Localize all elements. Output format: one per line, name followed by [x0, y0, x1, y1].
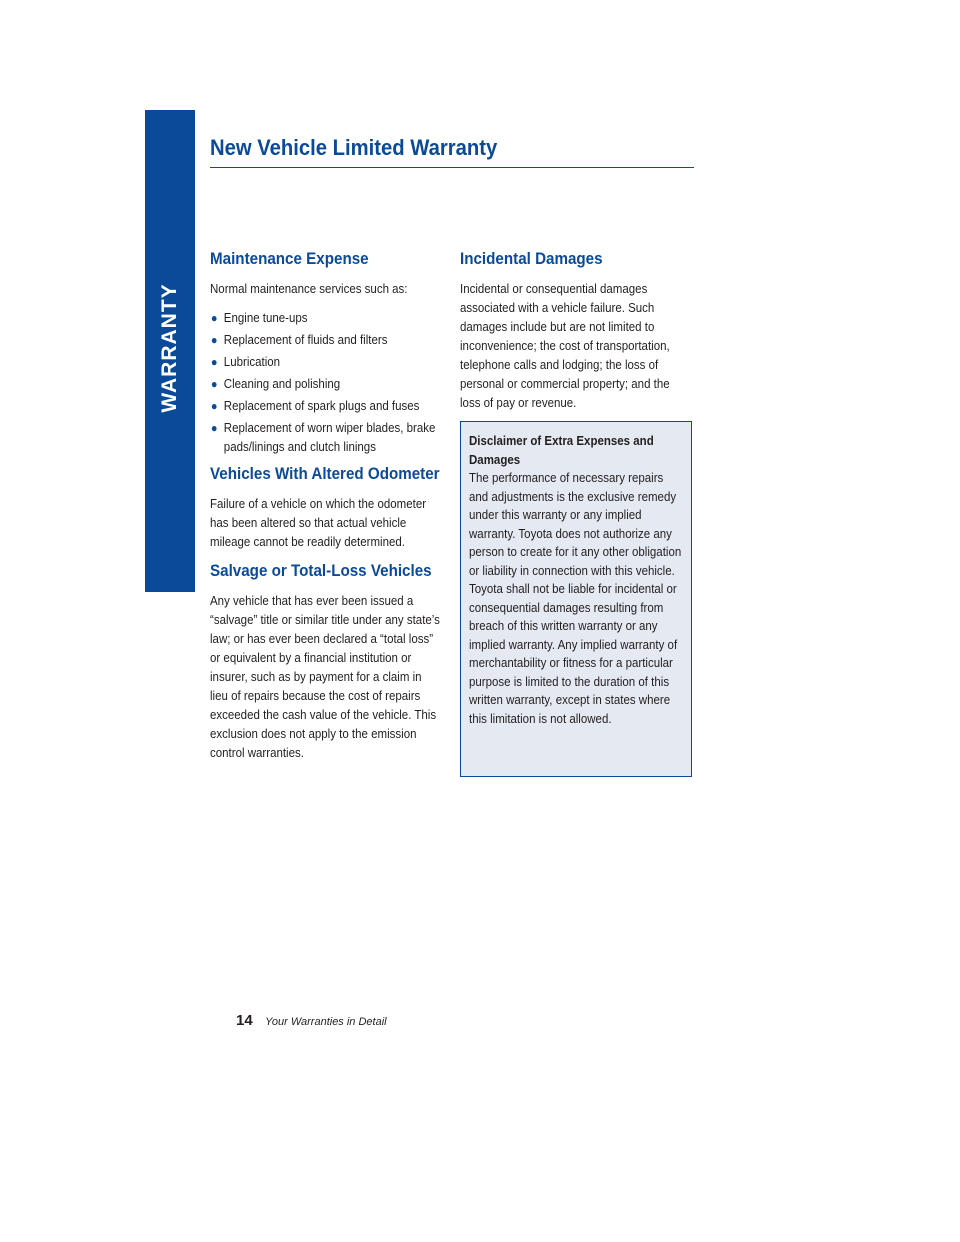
right-column [460, 250, 692, 423]
list-item [210, 419, 454, 457]
footer-section-title: Your Warranties in Detail [265, 1016, 387, 1028]
bullet-icon: ● [210, 377, 218, 391]
page-footer [236, 1012, 387, 1030]
list-item-text: Replacement of fluids and filters [223, 333, 388, 347]
list-item-text: Cleaning and polishing [223, 377, 341, 391]
disclaimer-box [460, 421, 692, 777]
bullet-icon: ● [210, 355, 218, 369]
list-item-text: Replacement of spark plugs and fuses [223, 399, 420, 413]
list-item-text: Lubrication [223, 355, 281, 369]
side-tab-label: WARRANTY [158, 283, 181, 413]
salvage-body: Any vehicle that has ever been issued a “salvage” title or similar title under any state’s law; or has ever been declared a “total loss” or equivalent by a financial institution or insurer, such as by payment for a claim in lieu of repairs because the cost of repairs exceeded the cash value of the vehicle. This exclusion does not apply to the emission control warranties. [210, 594, 440, 760]
list-item [210, 331, 454, 350]
salvage-heading: Salvage or Total-Loss Vehicles [210, 562, 432, 580]
maintenance-list [210, 309, 442, 457]
left-column [210, 250, 442, 773]
incidental-body: Incidental or consequential damages associated with a vehicle failure. Such damages include but are not limited to inconvenience; the cost of transportation, telephone calls and lodging; the loss of personal or commercial property; and the loss of pay or revenue. [460, 282, 670, 410]
odometer-heading: Vehicles With Altered Odometer [210, 465, 440, 483]
disclaimer-body: The performance of necessary repairs and adjustments is the exclusive remedy under this warranty or any implied warranty. Toyota does not authorize any person to create for it any other obligation or liability in connection with this vehicle. Toyota shall not be liable for incidental or consequential damages resulting from breach of this written warranty or any implied warranty. Any implied warranty of merchantability or fitness for a particular purpose is limited to the duration of this written warranty, except in states where this limitation is not allowed. [469, 471, 682, 726]
bullet-icon: ● [210, 333, 218, 347]
list-item-text: Engine tune-ups [223, 311, 308, 325]
maintenance-heading: Maintenance Expense [210, 250, 369, 268]
page-number: 14 [236, 1012, 253, 1029]
odometer-body: Failure of a vehicle on which the odometer has been altered so that actual vehicle mileage cannot be readily determined. [210, 497, 427, 549]
disclaimer-title: Disclaimer of Extra Expenses and Damages [469, 434, 654, 467]
list-item-text: Replacement of worn wiper blades, brake pads/linings and clutch linings [223, 421, 436, 454]
side-section-tab [145, 110, 195, 592]
list-item [210, 375, 454, 394]
title-divider [210, 167, 694, 168]
bullet-icon: ● [210, 399, 218, 413]
list-item [210, 353, 454, 372]
list-item [210, 309, 454, 328]
page-title: New Vehicle Limited Warranty [210, 135, 498, 160]
bullet-icon: ● [210, 311, 218, 325]
list-item [210, 397, 454, 416]
maintenance-intro: Normal maintenance services such as: [210, 282, 408, 296]
bullet-icon: ● [210, 421, 218, 435]
incidental-heading: Incidental Damages [460, 250, 603, 268]
